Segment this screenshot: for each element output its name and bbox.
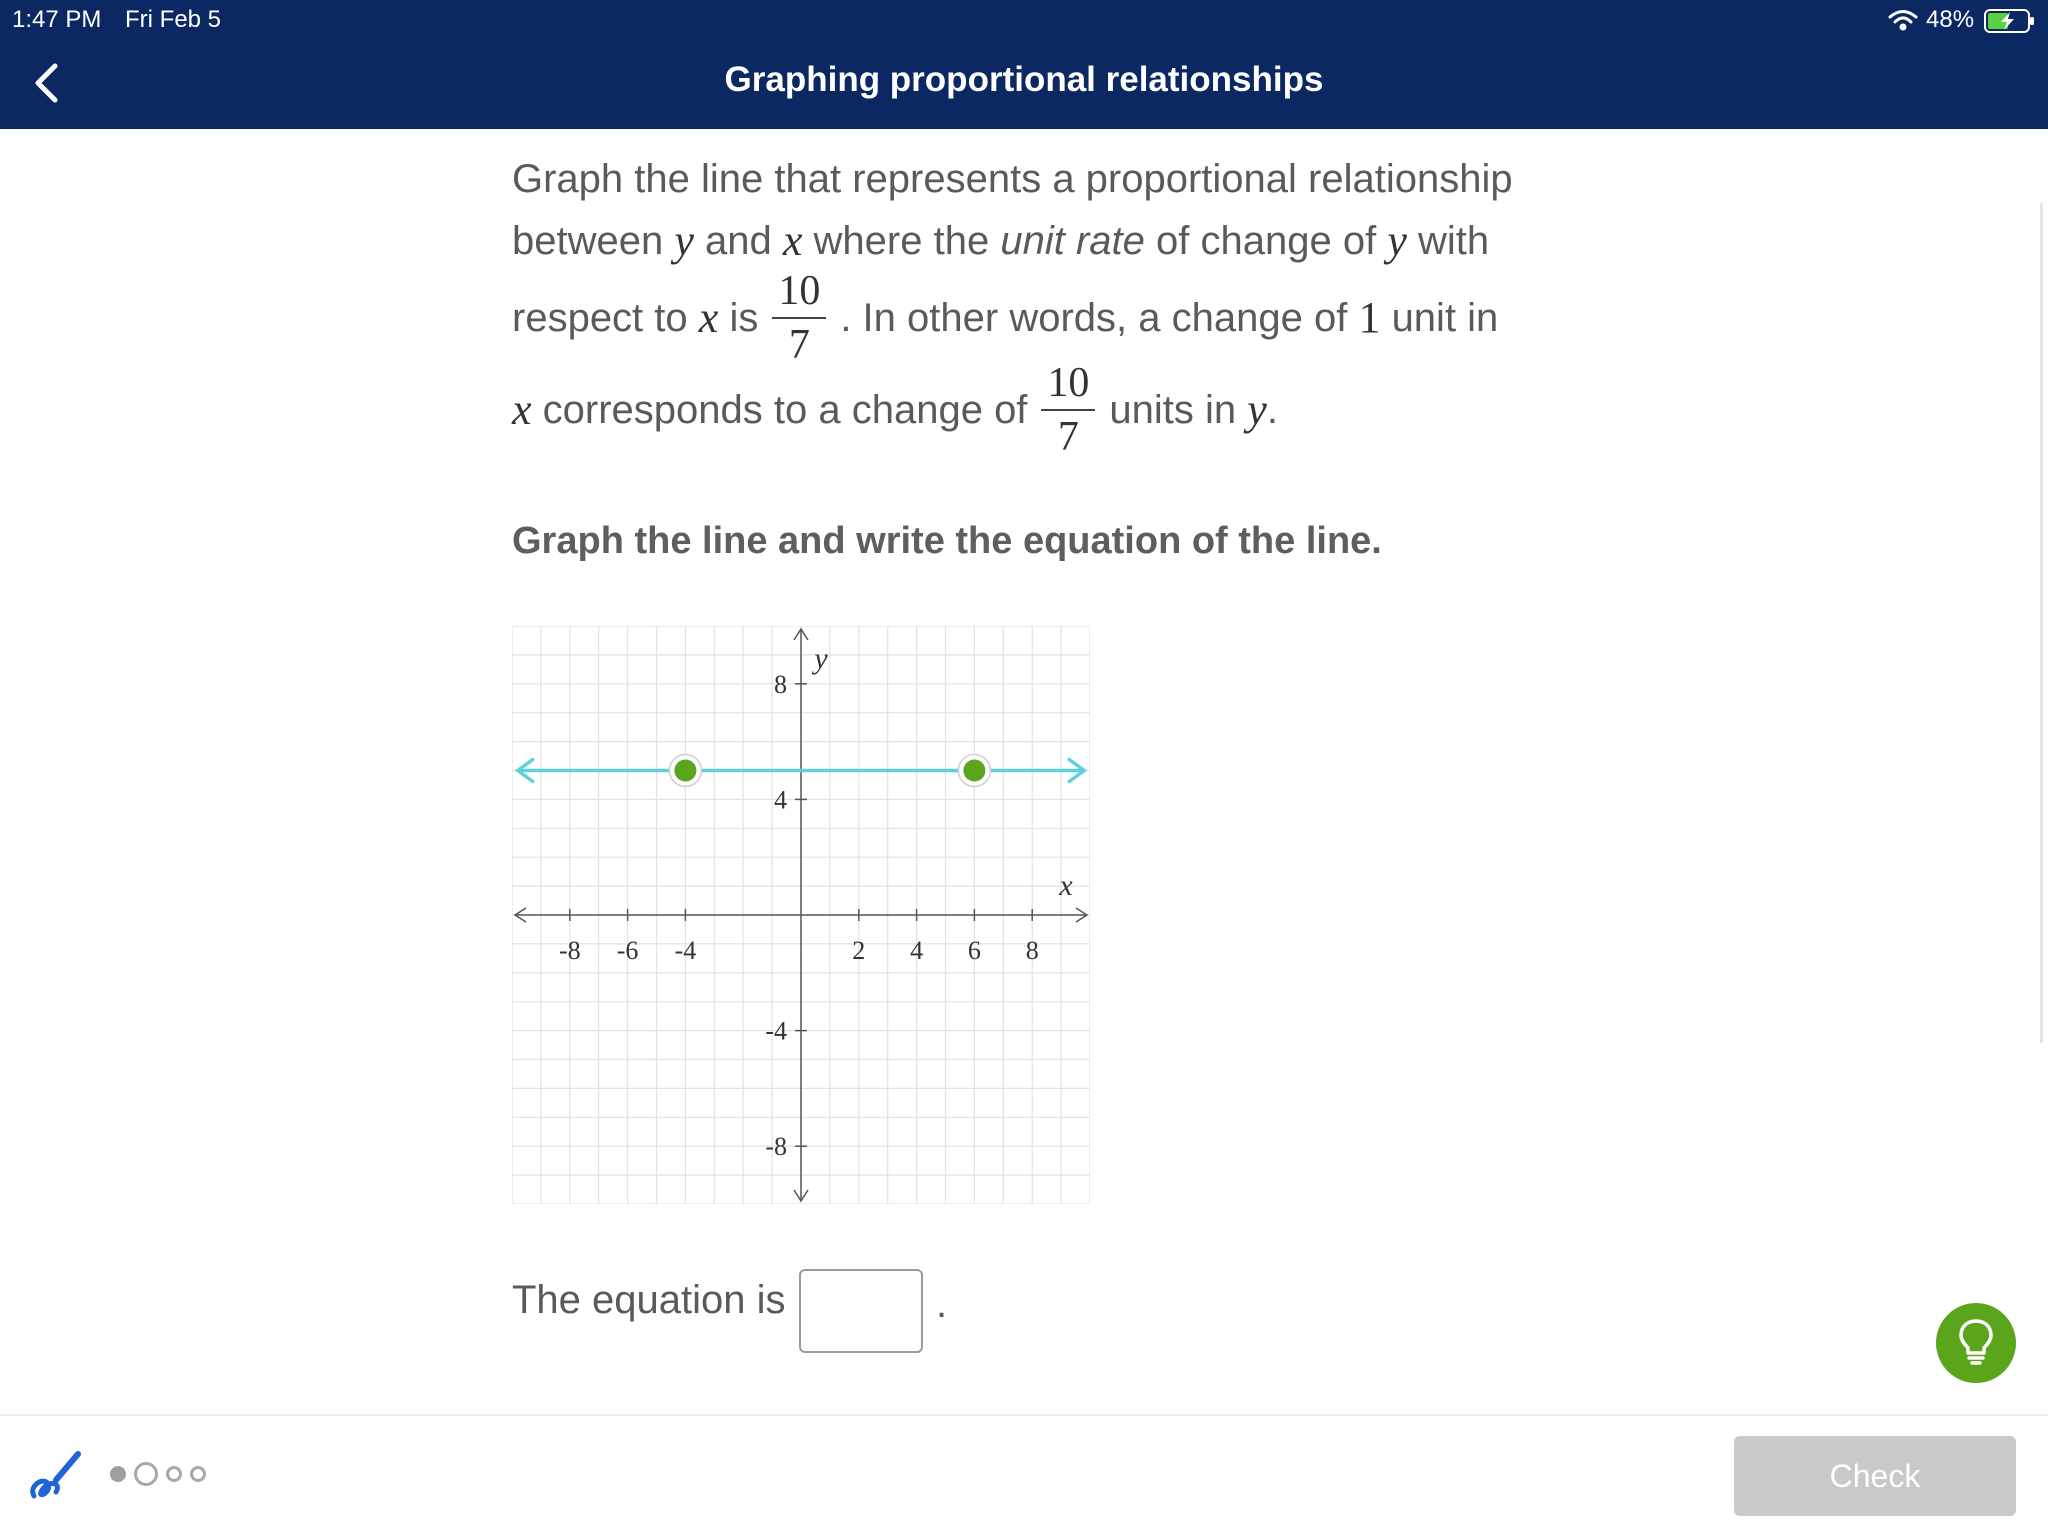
equation-label: The equation is xyxy=(512,1278,786,1322)
scratchpad-button[interactable] xyxy=(26,1446,86,1506)
variable-x: x xyxy=(782,216,803,265)
point-handle-dot[interactable] xyxy=(963,760,985,782)
scroll-indicator[interactable] xyxy=(2040,203,2043,1043)
x-tick-label: -6 xyxy=(616,936,639,965)
point-handle-dot[interactable] xyxy=(674,760,696,782)
check-button[interactable]: Check xyxy=(1734,1436,2016,1516)
scratchpad-pen-icon xyxy=(26,1493,86,1510)
battery-percentage: 48% xyxy=(1926,6,1975,33)
page-title: Graphing proportional relationships xyxy=(724,60,1324,99)
progress-dot xyxy=(190,1466,206,1482)
x-tick-label: -8 xyxy=(558,936,581,965)
variable-y: y xyxy=(674,216,694,265)
x-tick-label: 6 xyxy=(967,936,981,965)
progress-dot xyxy=(134,1462,158,1486)
x-axis-label: x xyxy=(1059,869,1073,902)
x-tick-label: 8 xyxy=(1025,936,1039,965)
problem-line-3: respect to x is $\frac{10}{7}$ . In other words, a change of 1 unit in xyxy=(512,268,1499,368)
problem-statement xyxy=(512,148,1552,460)
battery-charging-icon xyxy=(1984,8,2036,39)
x-tick-label: -4 xyxy=(674,936,697,965)
progress-dot xyxy=(110,1466,126,1482)
y-tick-label: -8 xyxy=(765,1132,787,1162)
equation-period: . xyxy=(936,1282,948,1326)
coordinate-graph[interactable] xyxy=(512,626,1090,1209)
equation-input[interactable] xyxy=(799,1269,923,1353)
problem-line-2: between y and x where the unit rate of change of y with xyxy=(512,210,1552,272)
hint-button[interactable] xyxy=(1936,1303,2016,1383)
footer-divider xyxy=(0,1414,2048,1416)
lightbulb-icon xyxy=(1956,1317,1996,1370)
y-tick-label: -4 xyxy=(765,1016,787,1046)
x-tick-label: 2 xyxy=(852,936,866,965)
fraction-unit-rate: $\frac{10}{7}$ xyxy=(772,269,826,367)
problem-line-1: Graph the line that represents a proportional relationship xyxy=(512,157,1513,201)
instruction-text: Graph the line and write the equation of the line. xyxy=(512,520,1382,562)
problem-line-4: x corresponds to a change of $\frac{10}{7}$ units in y . xyxy=(512,360,1278,460)
unit-rate-term: unit rate xyxy=(1000,219,1145,263)
status-date: Fri Feb 5 xyxy=(125,6,222,33)
status-time: 1:47 PM xyxy=(12,6,102,33)
progress-dots xyxy=(110,1462,206,1486)
y-tick-label: 4 xyxy=(774,785,787,815)
progress-dot xyxy=(166,1466,182,1482)
wifi-icon xyxy=(1888,8,1918,37)
y-tick-label: 8 xyxy=(774,669,787,699)
header-bar xyxy=(0,0,2048,129)
y-axis-label: y xyxy=(814,642,828,675)
x-tick-label: 4 xyxy=(910,936,924,965)
fraction-units-in-y: $\frac{10}{7}$ xyxy=(1041,361,1095,459)
